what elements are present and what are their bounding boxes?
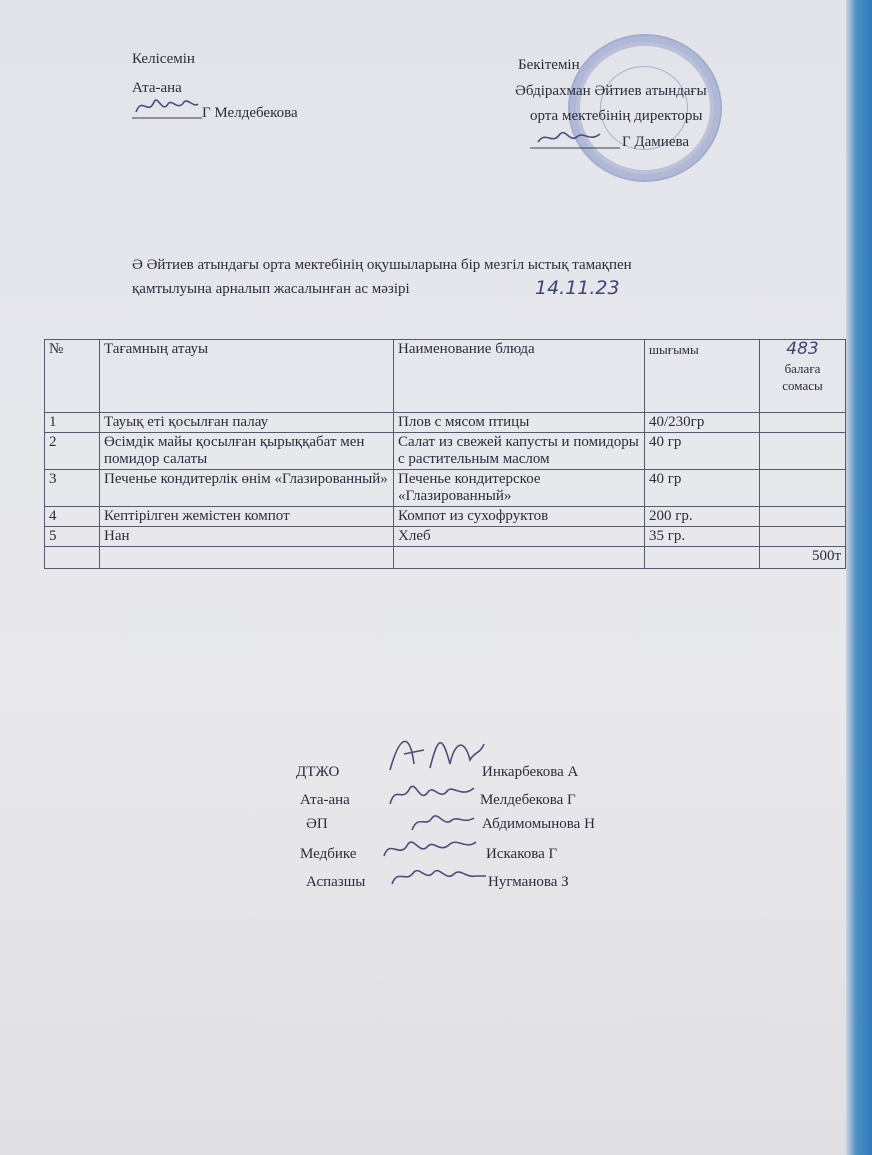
row-name-kz: Печенье кондитерлік өнім «Глазированный»	[100, 470, 394, 507]
row-yield: 40 гр	[645, 470, 760, 507]
row-name-kz: Тауық еті қосылған палау	[100, 413, 394, 433]
signature-dtzho	[380, 724, 490, 780]
row-num: 3	[45, 470, 100, 507]
approval-right-school: Әбдірахман Әйтиев атындағы	[515, 83, 707, 99]
menu-table	[44, 339, 846, 569]
background-edge	[846, 0, 872, 1155]
approval-left-role: Ата-ана	[132, 80, 182, 96]
row-num: 1	[45, 413, 100, 433]
table-row	[45, 507, 846, 527]
table-row	[45, 433, 846, 470]
table-total: 500т	[760, 547, 846, 569]
document-title-line2: қамтылуына арналып жасалынған ас мәзірі	[132, 281, 410, 297]
row-sum	[760, 507, 846, 527]
approval-left-title: Келісемін	[132, 51, 195, 67]
signer-role: ДТЖО	[296, 764, 340, 780]
approval-right-title: Бекітемін	[518, 57, 580, 73]
row-num: 4	[45, 507, 100, 527]
row-name-kz: Кептірілген жемістен компот	[100, 507, 394, 527]
row-name-ru: Хлеб	[394, 527, 645, 547]
row-yield: 40 гр	[645, 433, 760, 470]
director-signature	[530, 124, 620, 152]
row-num: 2	[45, 433, 100, 470]
row-name-ru: Компот из сухофруктов	[394, 507, 645, 527]
header-name-ru: Наименование блюда	[394, 340, 645, 413]
header-name-kz: Тағамның атауы	[100, 340, 394, 413]
header-sum: балаға сомасы	[782, 361, 823, 393]
row-sum	[760, 527, 846, 547]
row-yield: 40/230гр	[645, 413, 760, 433]
row-num: 5	[45, 527, 100, 547]
document-title-line1: Ә Әйтиев атындағы орта мектебінің оқушыларына бір мезгіл ыстық тамақпен	[132, 257, 632, 273]
row-name-kz: Өсімдік майы қосылған қырыққабат мен помидор салаты	[100, 433, 394, 470]
table-row	[45, 413, 846, 433]
header-yield: шығымы	[645, 340, 760, 413]
table-total-row	[45, 547, 846, 569]
signer-name: Инкарбекова А	[482, 764, 579, 780]
row-name-kz: Нан	[100, 527, 394, 547]
table-header-row	[45, 340, 846, 413]
row-name-ru: Плов с мясом птицы	[394, 413, 645, 433]
row-yield: 200 гр.	[645, 507, 760, 527]
signer-role: Ата-ана	[300, 792, 350, 808]
row-sum	[760, 433, 846, 470]
approval-right-name: Г Дамиева	[622, 134, 690, 150]
signature-cook	[388, 860, 488, 892]
row-sum	[760, 413, 846, 433]
table-row	[45, 527, 846, 547]
signer-name: Мелдебекова Г	[480, 792, 576, 808]
header-sum-cell	[760, 340, 846, 413]
signer-name: Абдимомынова Н	[482, 816, 595, 832]
handwritten-date: 14.11.23	[535, 277, 620, 299]
child-count: 483	[786, 339, 819, 359]
row-yield: 35 гр.	[645, 527, 760, 547]
row-sum	[760, 470, 846, 507]
approval-right-role: орта мектебінің директоры	[530, 108, 703, 124]
approval-left-name: Г Мелдебекова	[202, 105, 298, 121]
signer-role: ӘП	[306, 816, 328, 832]
signer-role: Медбике	[300, 846, 357, 862]
header-num: №	[45, 340, 100, 413]
signer-name: Нугманова З	[488, 874, 569, 890]
row-name-ru: Салат из свежей капусты и помидоры с растительным маслом	[394, 433, 645, 470]
row-name-ru: Печенье кондитерское «Глазированный»	[394, 470, 645, 507]
parent-signature-top	[132, 92, 202, 122]
signer-role: Аспазшы	[306, 874, 366, 890]
table-row	[45, 470, 846, 507]
signer-name: Искакова Г	[486, 846, 558, 862]
